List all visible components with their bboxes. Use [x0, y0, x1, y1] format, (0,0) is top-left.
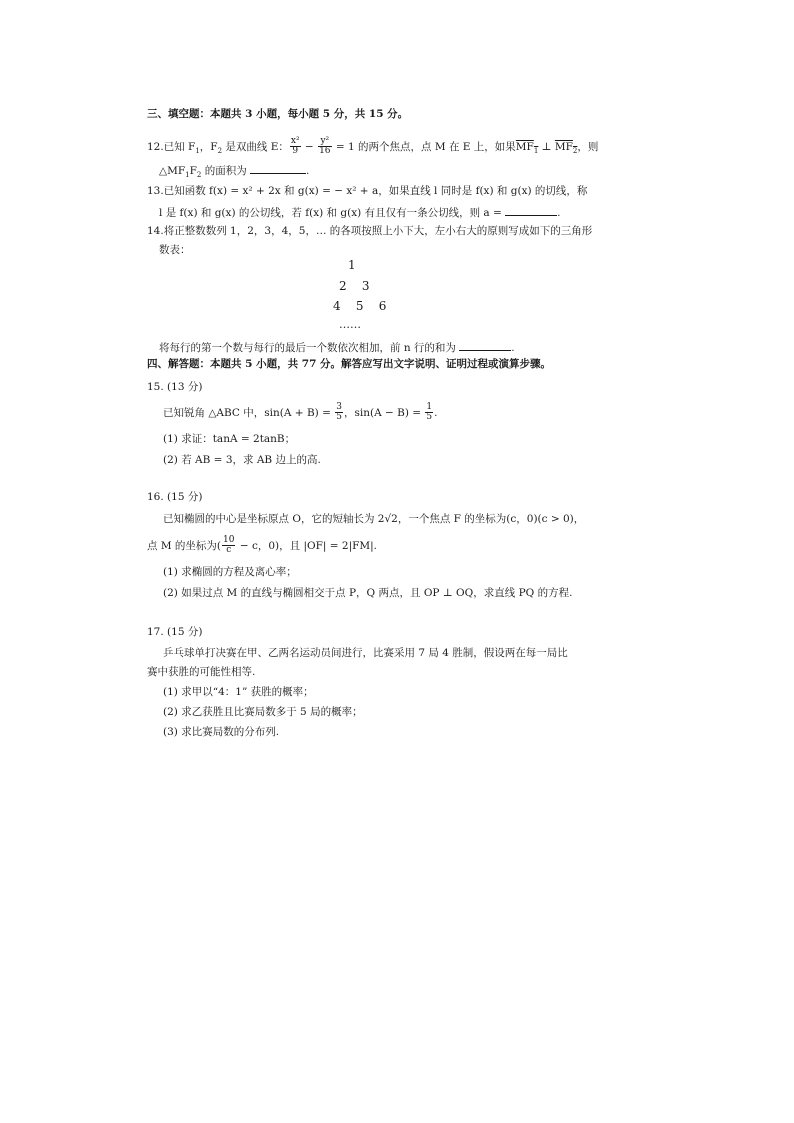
question-14-line-3: 将每行的第一个数与每行的最后一个数依次相加，前 n 行的和为 . — [159, 342, 515, 354]
question-13-number: 13. — [147, 185, 164, 197]
question-12-number: 12. — [147, 140, 164, 153]
question-14-line-2: 数表： — [159, 244, 191, 256]
question-17-part-3: (3) 求比赛局数的分布列. — [163, 726, 280, 738]
question-15-part-1: (1) 求证：tanA = 2tanB； — [163, 433, 296, 445]
fraction-y2-over-16: $\frac{\text{y²}}{16}$ — [319, 136, 331, 157]
question-16-header: 16. (15 分) — [147, 491, 203, 503]
question-13-line-1: 13.已知函数 f(x) = x² + 2x 和 g(x) = − x² + a，如果直线 l 同时是 f(x) 和 g(x) 的切线，称 — [147, 185, 588, 197]
question-12-line-1: 12.已知 $F_1$，$F_2$ 是双曲线 E： $\frac{\text{x²}}{9}$ − $\frac{\text{y²}}{16}$ = 1 的两个焦点，点 M 在 E 上，如果$MF_1$ ⊥ $MF_2$，则 — [147, 136, 599, 157]
question-17-header: 17. (15 分) — [147, 626, 203, 638]
question-15-part-2: (2) 若 AB = 3，求 AB 边上的高. — [163, 454, 321, 466]
question-16-line-2: 点 M 的坐标为( $\frac{10}{c}$ − c，0)，且 |OF| = 2|FM|. — [147, 535, 378, 556]
vector-mf1: $MF_1$ — [515, 140, 539, 156]
question-17-line-2: 赛中获胜的可能性相等. — [147, 666, 256, 678]
answer-blank-13[interactable] — [505, 205, 557, 216]
question-14-line-1: 14.将正整数数列 1，2，3，4，5，… 的各项按照上小下大，左小右大的原则写成如下的三角形 — [147, 225, 593, 237]
fraction-10-over-c: $\frac{10}{c}$ — [223, 535, 235, 556]
question-12-line-2: $\triangle MF_1F_2$ 的面积为 . — [159, 165, 310, 180]
triangle-ellipsis: …… — [339, 318, 361, 331]
fraction-3-over-5: $\frac{3}{5}$ — [336, 402, 342, 423]
answer-blank-12[interactable] — [250, 163, 306, 174]
question-16-part-2: (2) 如果过点 M 的直线与椭圆相交于点 P，Q 两点，且 OP ⊥ OQ，求直线 PQ 的方程. — [163, 587, 573, 599]
question-14-number: 14. — [147, 225, 164, 237]
fraction-x2-over-9: $\frac{\text{x²}}{9}$ — [290, 136, 300, 157]
question-13-line-2: l 是 f(x) 和 g(x) 的公切线，若 f(x) 和 g(x) 有且仅有一条公切线，则 a = . — [159, 207, 561, 219]
question-16-part-1: (1) 求椭圆的方程及离心率； — [163, 566, 297, 578]
section-4-heading: 四、解答题：本题共 5 小题，共 77 分。解答应写出文字说明、证明过程或演算步骤。 — [147, 358, 552, 370]
question-15-stem: 已知锐角 △ABC 中，sin(A + B) = $\frac{3}{5}$ ，sin(A − B) = $\frac{1}{5}$ . — [163, 402, 438, 423]
triangle-row-3: 4 5 6 — [333, 299, 387, 313]
question-16-line-1: 已知椭圆的中心是坐标原点 O，它的短轴长为 2√2，一个焦点 F 的坐标为(c，0)(c > 0)， — [163, 513, 585, 525]
vector-mf2: $MF_2$ — [554, 140, 578, 156]
triangle-row-2: 2 3 — [339, 279, 370, 293]
answer-blank-14[interactable] — [459, 340, 511, 351]
question-15-header: 15. (13 分) — [147, 381, 203, 393]
question-17-line-1: 乒乓球单打决赛在甲、乙两名运动员间进行，比赛采用 7 局 4 胜制，假设两在每一局比 — [163, 647, 568, 659]
question-17-part-1: (1) 求甲以“4：1” 获胜的概率； — [163, 686, 314, 698]
fraction-1-over-5: $\frac{1}{5}$ — [426, 402, 433, 423]
triangle-row-1: 1 — [348, 258, 356, 272]
section-3-heading: 三、填空题：本题共 3 小题，每小题 5 分，共 15 分。 — [147, 108, 409, 120]
question-17-part-2: (2) 求乙获胜且比赛局数多于 5 局的概率； — [163, 706, 363, 718]
